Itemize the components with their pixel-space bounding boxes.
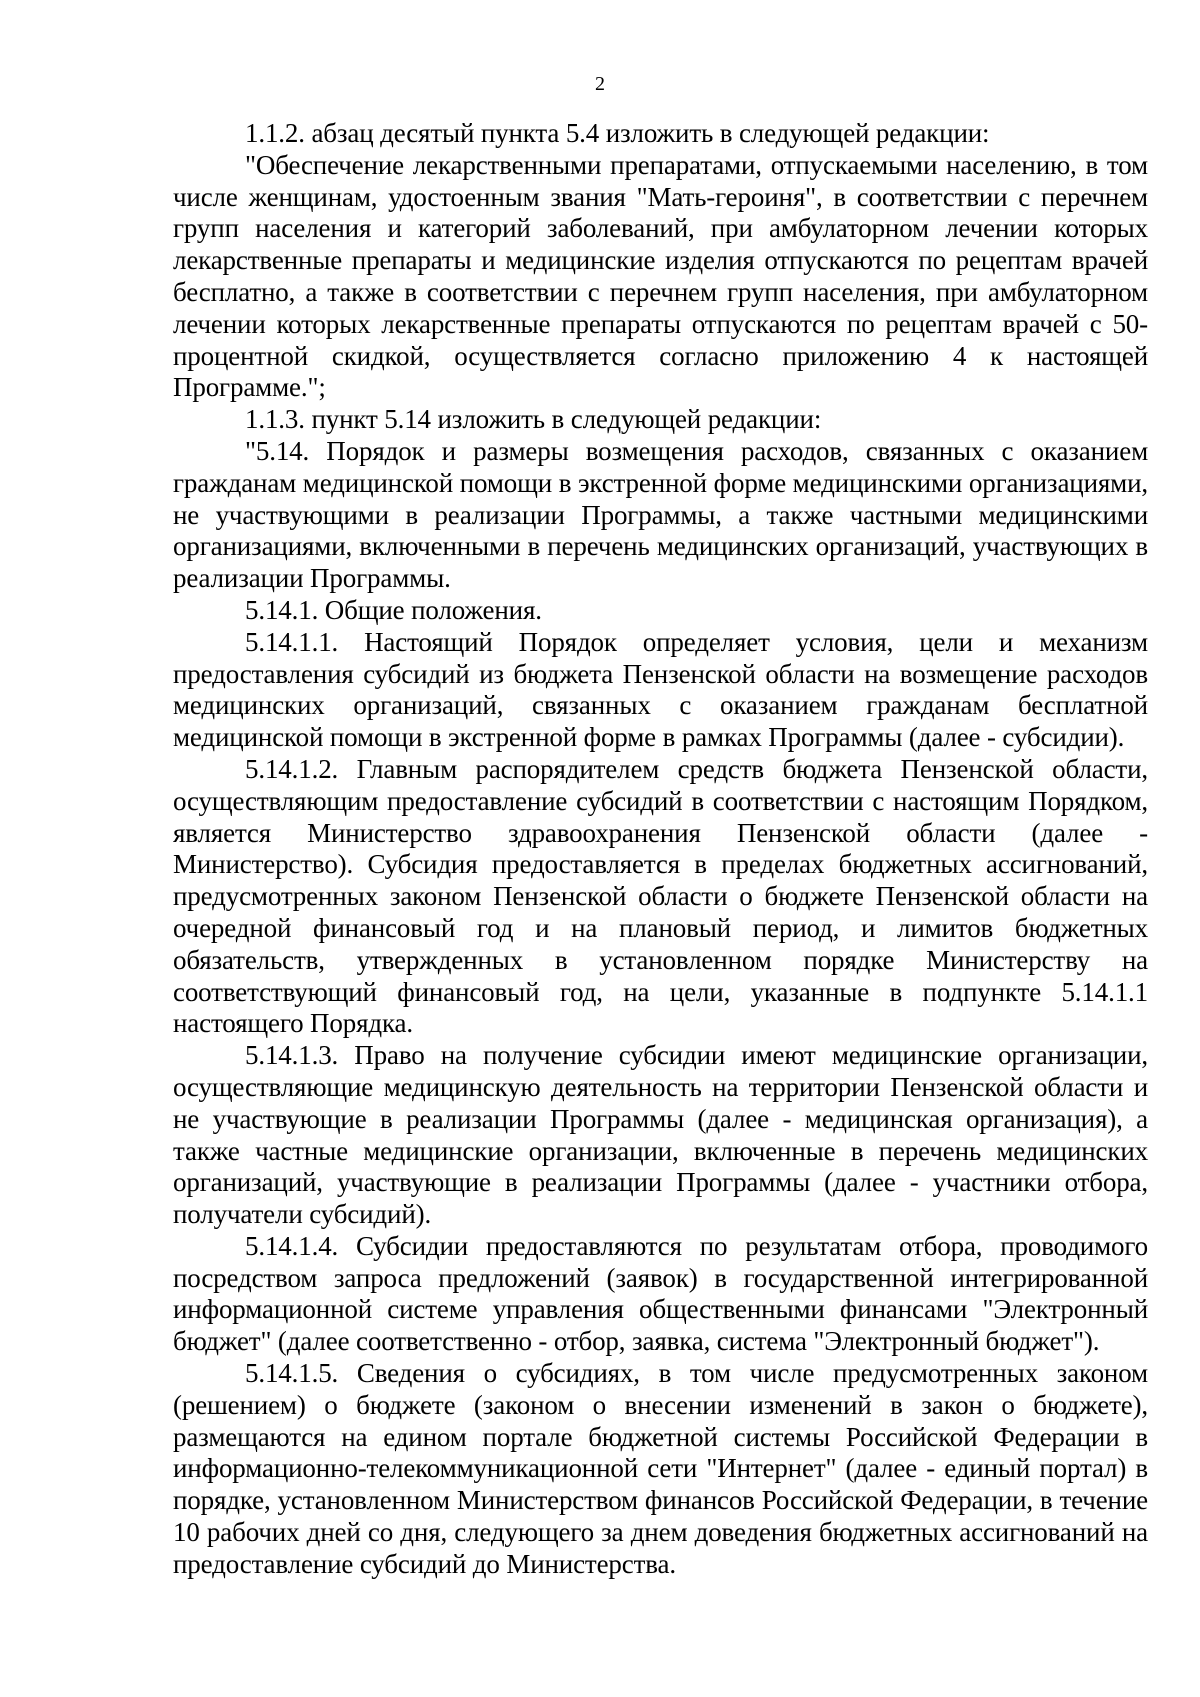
paragraph-5-14-1-4: 5.14.1.4. Субсидии предоставляются по результатам отбора, проводимого посредством запроса предложений (заявок) в государственной интегрированной информационной системе управления общественными финансами "Электронный бюджет" (далее соответственно - отбор, заявка, система "Электронный бюджет"). (173, 1230, 1148, 1357)
paragraph-1-1-3: 1.1.3. пункт 5.14 изложить в следующей редакции: (245, 404, 822, 435)
page-number: 2 (595, 73, 605, 95)
paragraph-5-14-1-2: 5.14.1.2. Главным распорядителем средств бюджета Пензенской области, осуществляющим предоставление субсидий в соответствии с настоящим Порядком, является Министерство здравоохранения Пензенской области (далее - Министерство). Субсидия предоставляется в пределах бюджетных ассигнований, предусмотренных законом Пензенской области о бюджете Пензенской области на очередной финансовый год и на плановый период, и лимитов бюджетных обязательств, утвержденных в установленном порядке Министерству на соответствующий финансовый год, на цели, указанные в подпункте 5.14.1.1 настоящего Порядка. (173, 753, 1148, 1039)
paragraph-5-14-1: 5.14.1. Общие положения. (245, 594, 542, 625)
paragraph-5-14-1-1: 5.14.1.1. Настоящий Порядок определяет условия, цели и механизм предоставления субсидий из бюджета Пензенской области на возмещение расходов медицинских организаций, связанных с оказанием гражданам бесплатной медицинской помощи в экстренной форме в рамках Программы (далее - субсидии). (173, 626, 1148, 753)
paragraph-5-14-1-5: 5.14.1.5. Сведения о субсидиях, в том числе предусмотренных законом (решением) о бюджете (законом о внесении изменений в закон о бюджете), размещаются на едином портале бюджетной системы Российской Федерации в информационно-телекоммуникационной сети "Интернет" (далее - единый портал) в порядке, установленном Министерством финансов Российской Федерации, в течение 10 рабочих дней со дня, следующего за днем доведения бюджетных ассигнований на предоставление субсидий до Министерства. (173, 1358, 1148, 1579)
paragraph-5-14: "5.14. Порядок и размеры возмещения расходов, связанных с оказанием гражданам медицинской помощи в экстренной форме медицинскими организациями, не участвующими в реализации Программы, а также частными медицинскими организациями, включенными в перечень медицинских организаций, участвующих в реализации Программы. (173, 435, 1148, 594)
paragraph-medicine-provision: "Обеспечение лекарственными препаратами, отпускаемыми населению, в том числе женщинам, удостоенным звания "Мать-героиня", в соответствии с перечнем групп населения и категорий заболеваний, при амбулаторном лечении которых лекарственные препараты и медицинские изделия отпускаются по рецептам врачей бесплатно, а также в соответствии с перечнем групп населения, при амбулаторном лечении которых лекарственные препараты отпускаются по рецептам врачей с 50-процентной скидкой, осуществляется согласно приложению 4 к настоящей Программе."; (173, 149, 1148, 403)
document-body (173, 118, 1148, 1581)
paragraph-1-1-2: 1.1.2. абзац десятый пункта 5.4 изложить в следующей редакции: (245, 118, 990, 148)
paragraph-5-14-1-3: 5.14.1.3. Право на получение субсидии имеют медицинские организации, осуществляющие медицинскую деятельность на территории Пензенской области и не участвующие в реализации Программы (далее - медицинская организация), а также частные медицинские организации, включенные в перечень медицинских организаций, участвующие в реализации Программы (далее - участники отбора, получатели субсидий). (173, 1040, 1148, 1230)
